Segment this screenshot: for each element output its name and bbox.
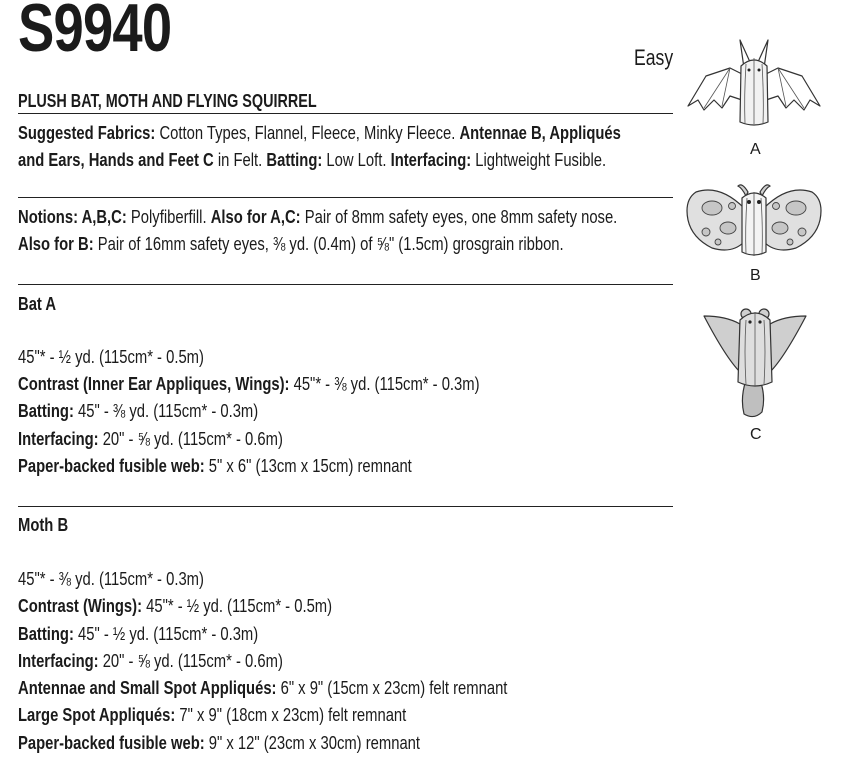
skill-level: Easy [634,45,674,70]
suggested-fabrics: Suggested Fabrics: Cotton Types, Flannel, Fleece, Minky Fleece. Antennae B, Appliqués and Ears, Hands and Feet C in Felt. Batting: Low Loft. Interfacing: Lightweight Fusible. [18,122,621,170]
yardage-line: Interfacing: 20" - ⅝ yd. (115cm* - 0.6m) [18,650,283,671]
yardage-line: Large Spot Appliqués: 7" x 9" (18cm x 23cm) felt remnant [18,704,407,725]
yardage-line: Batting: 45" - ⅜ yd. (115cm* - 0.3m) [18,400,259,421]
notions: Notions: A,B,C: Polyfiberfill. Also for A,C: Pair of 8mm safety eyes, one 8mm safety nose. Also for B: Pair of 16mm safety eyes, ⅜ yd. (0.4m) of ⅝" (1.5cm) grosgrain ribbon. [18,206,618,254]
divider-rule [18,506,673,507]
pattern-number: S9940 [18,0,172,66]
section-title-bat: Bat A [18,293,57,314]
pattern-subtitle: PLUSH BAT, MOTH AND FLYING SQUIRREL [18,91,317,111]
moth-illustration [684,178,824,260]
yardage-line: Paper-backed fusible web: 5" x 6" (13cm x 15cm) remnant [18,455,412,476]
yardage-line: Interfacing: 20" - ⅝ yd. (115cm* - 0.6m) [18,428,283,449]
divider-rule [18,284,673,285]
divider-rule [18,113,673,114]
divider-rule [18,197,673,198]
yardage-line: Contrast (Inner Ear Appliques, Wings): 45"* - ⅜ yd. (115cm* - 0.3m) [18,373,480,394]
yardage-line: 45"* - ½ yd. (115cm* - 0.5m) [18,346,204,367]
flying-squirrel-illustration [700,302,810,420]
section-title-moth: Moth B [18,514,69,535]
yardage-line: Contrast (Wings): 45"* - ½ yd. (115cm* - 0.5m) [18,595,333,616]
yardage-line: Antennae and Small Spot Appliqués: 6" x 9" (15cm x 23cm) felt remnant [18,677,508,698]
yardage-line: 45"* - ⅜ yd. (115cm* - 0.3m) [18,568,204,589]
view-label-a: A [750,141,761,158]
view-label-b: B [750,267,761,284]
bat-illustration [684,36,824,132]
yardage-line: Paper-backed fusible web: 9" x 12" (23cm x 30cm) remnant [18,732,421,753]
yardage-line: Batting: 45" - ½ yd. (115cm* - 0.3m) [18,623,259,644]
view-label-c: C [750,426,762,443]
